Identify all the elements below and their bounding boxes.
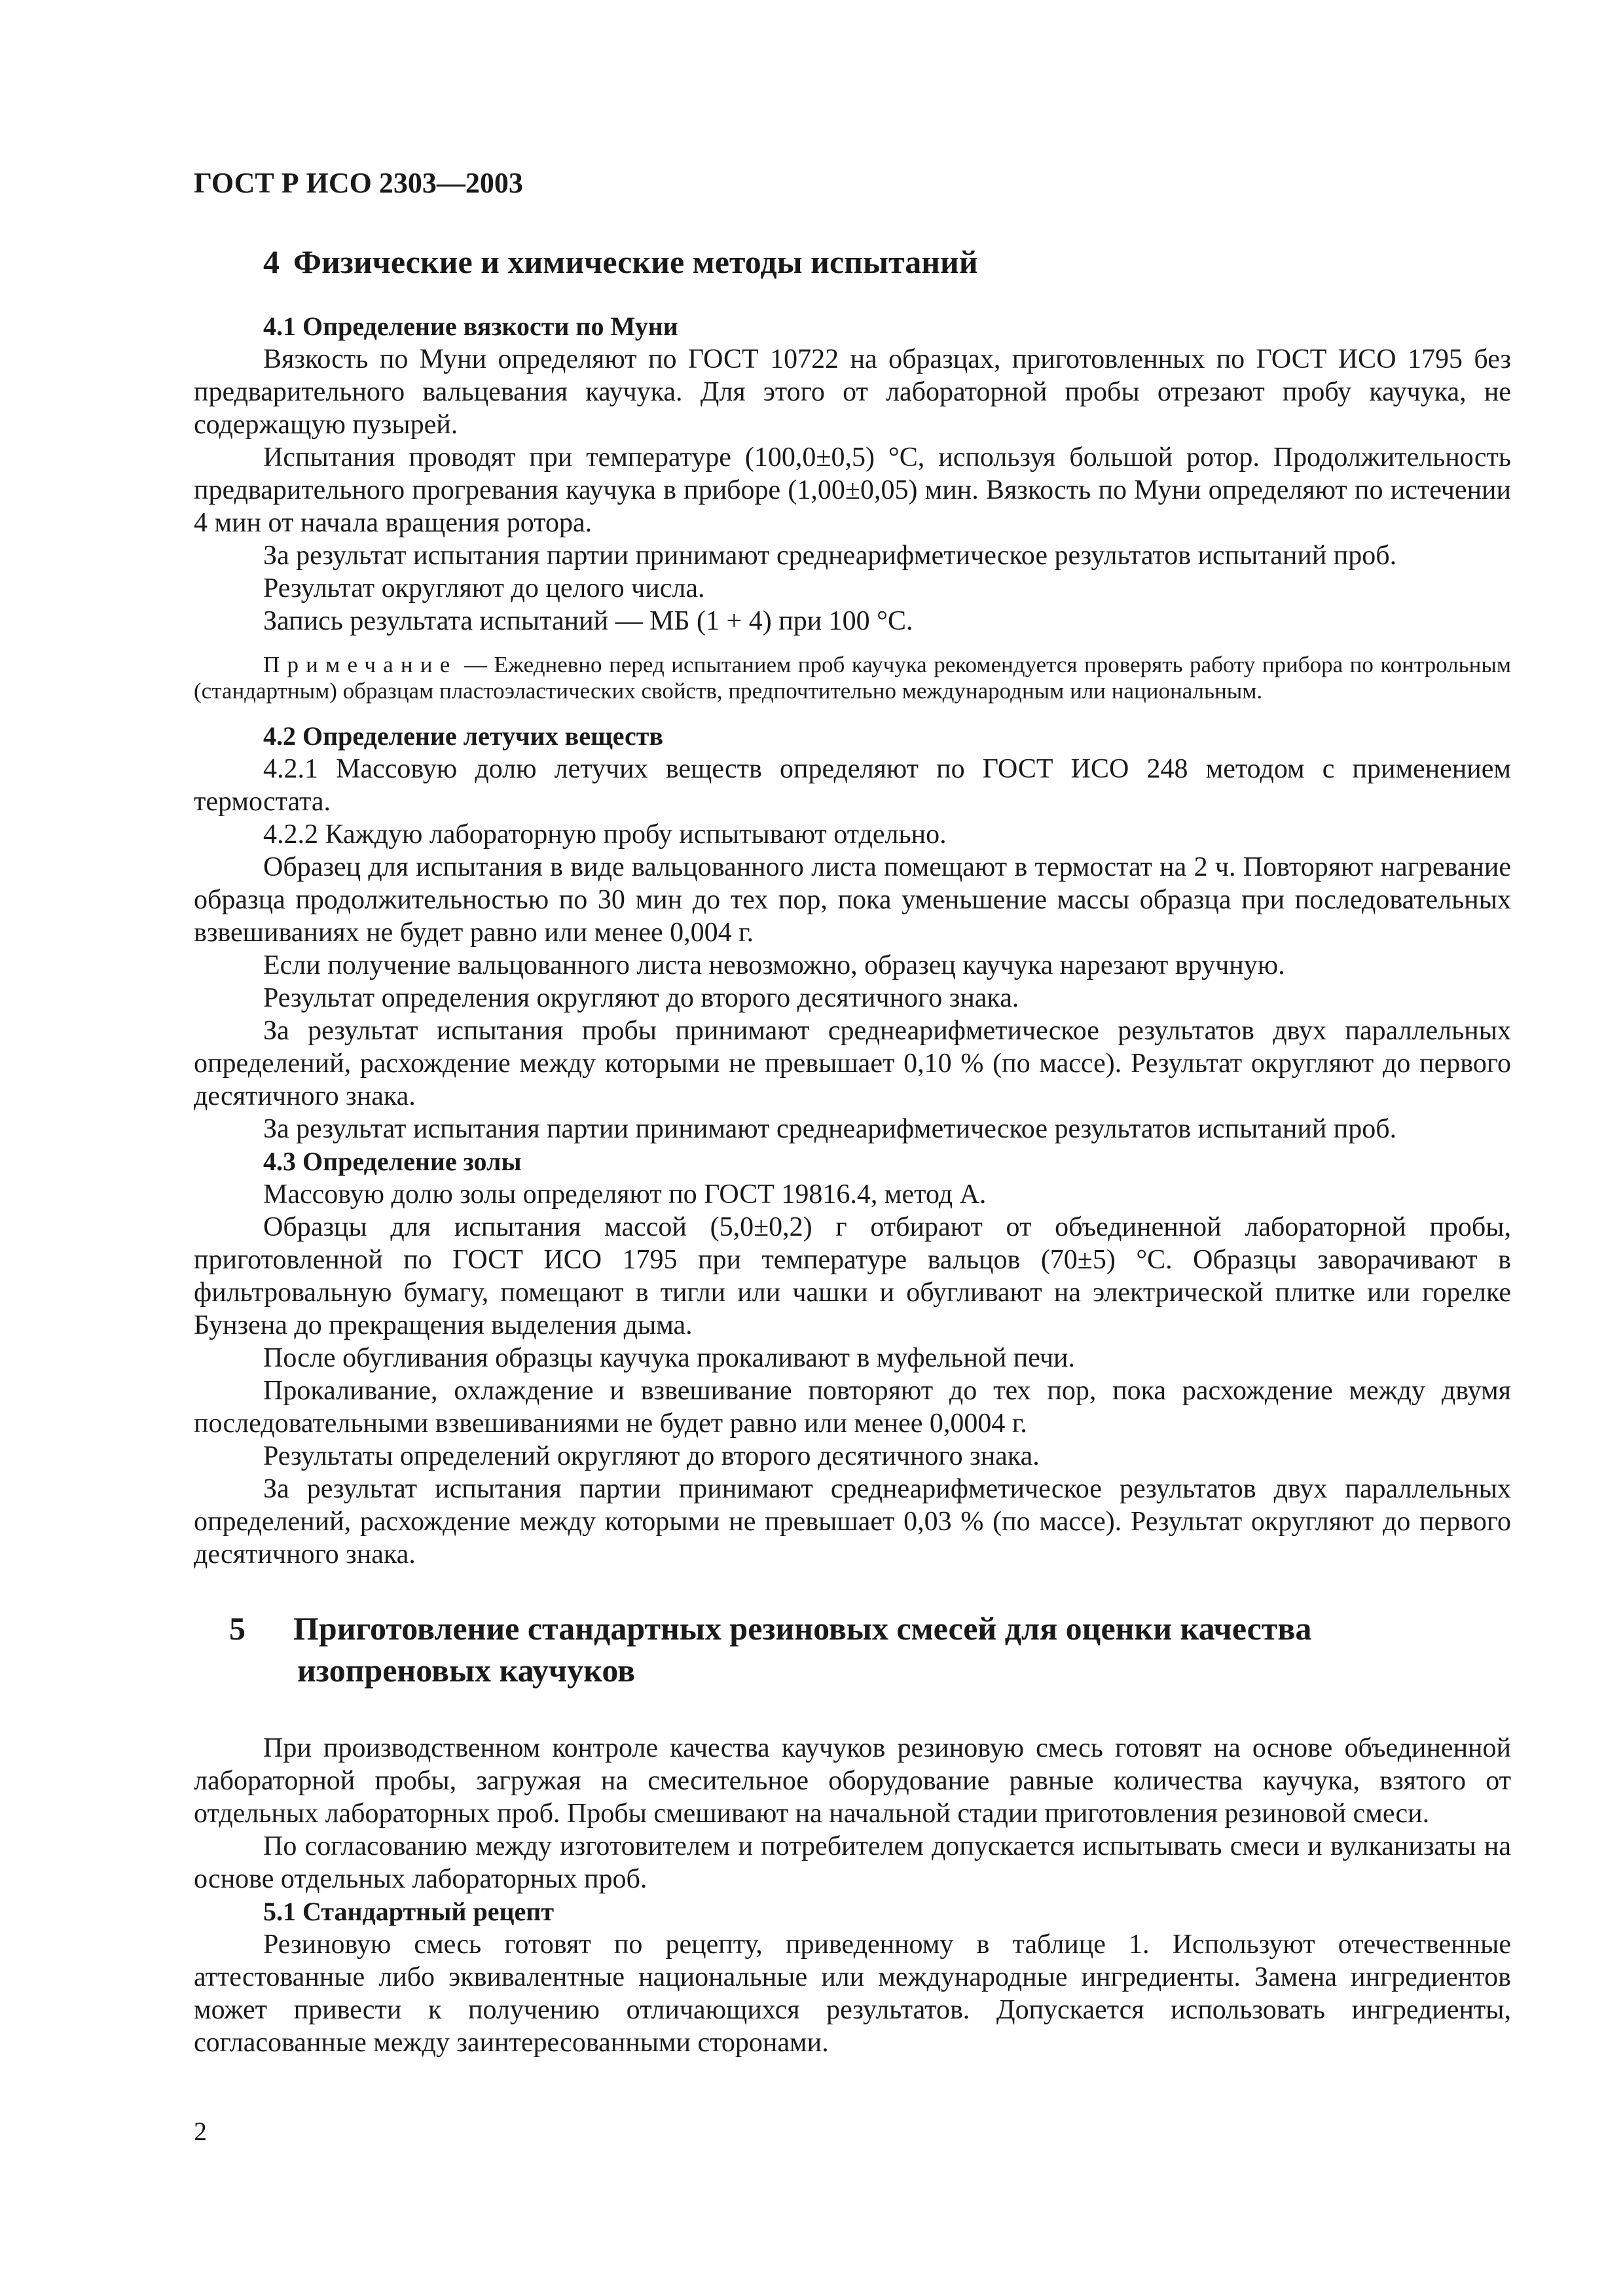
paragraph: Массовую долю золы определяют по ГОСТ 19816.4, метод А. <box>263 1179 987 1210</box>
section-4-number: 4 <box>263 243 280 280</box>
subsection-5-1-heading: 5.1 Стандартный рецепт <box>263 1897 554 1926</box>
paragraph: Образцы для испытания массой (5,0±0,2) г отбирают от объединенной лабораторной пробы, приготовленной по ГОСТ ИСО 1795 при температуре вальцов (70±5) °С. Образцы заворачивают в фильтровальную бумагу, помещают в тигли или чашки и обугливают на электрической плитке или горелке Бунзена до прекращения выделения дыма. <box>194 1212 1511 1340</box>
paragraph: При производственном контроле качества каучуков резиновую смесь готовят на основе объединенной лабораторной пробы, загружая на смесительное оборудование равные количества каучука, взятого от отдельных лабораторных проб. Пробы смешивают на начальной стадии приготовления резиновой смеси. <box>194 1733 1511 1829</box>
paragraph: Прокаливание, охлаждение и взвешивание повторяют до тех пор, пока расхождение между двумя последовательными взвешиваниями не будет равно или менее 0,0004 г. <box>194 1376 1511 1439</box>
paragraph: Результаты определений округляют до второго десятичного знака. <box>263 1441 1040 1471</box>
paragraph: За результат испытания партии принимают среднеарифметическое результатов испытаний проб. <box>263 1114 1397 1144</box>
section-4-title <box>263 241 1511 283</box>
paragraph: 4.2.1 Массовую долю летучих веществ определяют по ГОСТ ИСО 248 методом с применением термостата. <box>194 754 1511 817</box>
note-text: — Ежедневно перед испытанием проб каучука рекомендуется проверять работу прибора по контрольным (стандартным) образцам пластоэластических свойств, предпочтительно международным или национальным. <box>194 652 1511 704</box>
paragraph: Образец для испытания в виде вальцованного листа помещают в термостат на 2 ч. Повторяют нагревание образца продолжительностью по 30 мин до тех пор, пока уменьшение массы образца при последовательных взвешиваниях не будет равно или менее 0,004 г. <box>194 852 1511 948</box>
paragraph: Резиновую смесь готовят по рецепту, приведенному в таблице 1. Используют отечественные аттестованные либо эквивалентные национальные или международные ингредиенты. Замена ингредиентов может привести к получению отличающихся результатов. Допускается использовать ингредиенты, согласованные между заинтересованными сторонами. <box>194 1929 1511 2058</box>
paragraph: После обугливания образцы каучука прокаливают в муфельной печи. <box>263 1343 1075 1373</box>
paragraph: Запись результата испытаний — МБ (1 + 4) при 100 °С. <box>263 606 913 636</box>
paragraph: Вязкость по Муни определяют по ГОСТ 10722 на образцах, приготовленных по ГОСТ ИСО 1795 без предварительного вальцевания каучука. Для этого от лабораторной пробы отрезают пробу каучука, не содержащую пузырей. <box>194 344 1511 440</box>
note-label: Примечание <box>263 652 458 677</box>
page-number: 2 <box>194 2117 207 2146</box>
paragraph: За результат испытания пробы принимают среднеарифметическое результатов двух параллельных определений, расхождение между которыми не превышает 0,10 % (по массе). Результат округляют до первого десятичного знака. <box>194 1016 1511 1111</box>
section-5-title <box>229 1607 1423 1691</box>
section-4-title-text: Физические и химические методы испытаний <box>293 243 978 280</box>
paragraph: За результат испытания партии принимают среднеарифметическое результатов двух параллельных определений, расхождение между которыми не превышает 0,03 % (по массе). Результат округляют до первого десятичного знака. <box>194 1474 1511 1570</box>
paragraph: 4.2.2 Каждую лабораторную пробу испытывают отдельно. <box>263 819 947 850</box>
subsection-4-3-heading: 4.3 Определение золы <box>263 1147 522 1176</box>
document-body <box>194 164 1511 2059</box>
subsection-4-2-heading: 4.2 Определение летучих веществ <box>263 721 663 751</box>
paragraph: Результат округляют до целого числа. <box>263 573 705 603</box>
paragraph: По согласованию между изготовителем и потребителем допускается испытывать смеси и вулканизаты на основе отдельных лабораторных проб. <box>194 1831 1511 1894</box>
subsection-4-1-heading: 4.1 Определение вязкости по Муни <box>263 312 678 341</box>
section-5-title-text: Приготовление стандартных резиновых смесей для оценки качества изопреновых каучуков <box>293 1610 1312 1689</box>
note <box>194 652 1511 704</box>
running-head: ГОСТ Р ИСО 2303—2003 <box>194 167 523 199</box>
paragraph: Если получение вальцованного листа невозможно, образец каучука нарезают вручную. <box>263 950 1285 980</box>
paragraph: За результат испытания партии принимают среднеарифметическое результатов испытаний проб. <box>263 541 1397 571</box>
paragraph: Испытания проводят при температуре (100,0±0,5) °С, используя большой ротор. Продолжительность предварительного прогревания каучука в приборе (1,00±0,05) мин. Вязкость по Муни определяют по истечении 4 мин от начала вращения ротора. <box>194 442 1511 538</box>
paragraph: Результат определения округляют до второго десятичного знака. <box>263 983 1019 1013</box>
section-5-number: 5 <box>229 1610 246 1647</box>
